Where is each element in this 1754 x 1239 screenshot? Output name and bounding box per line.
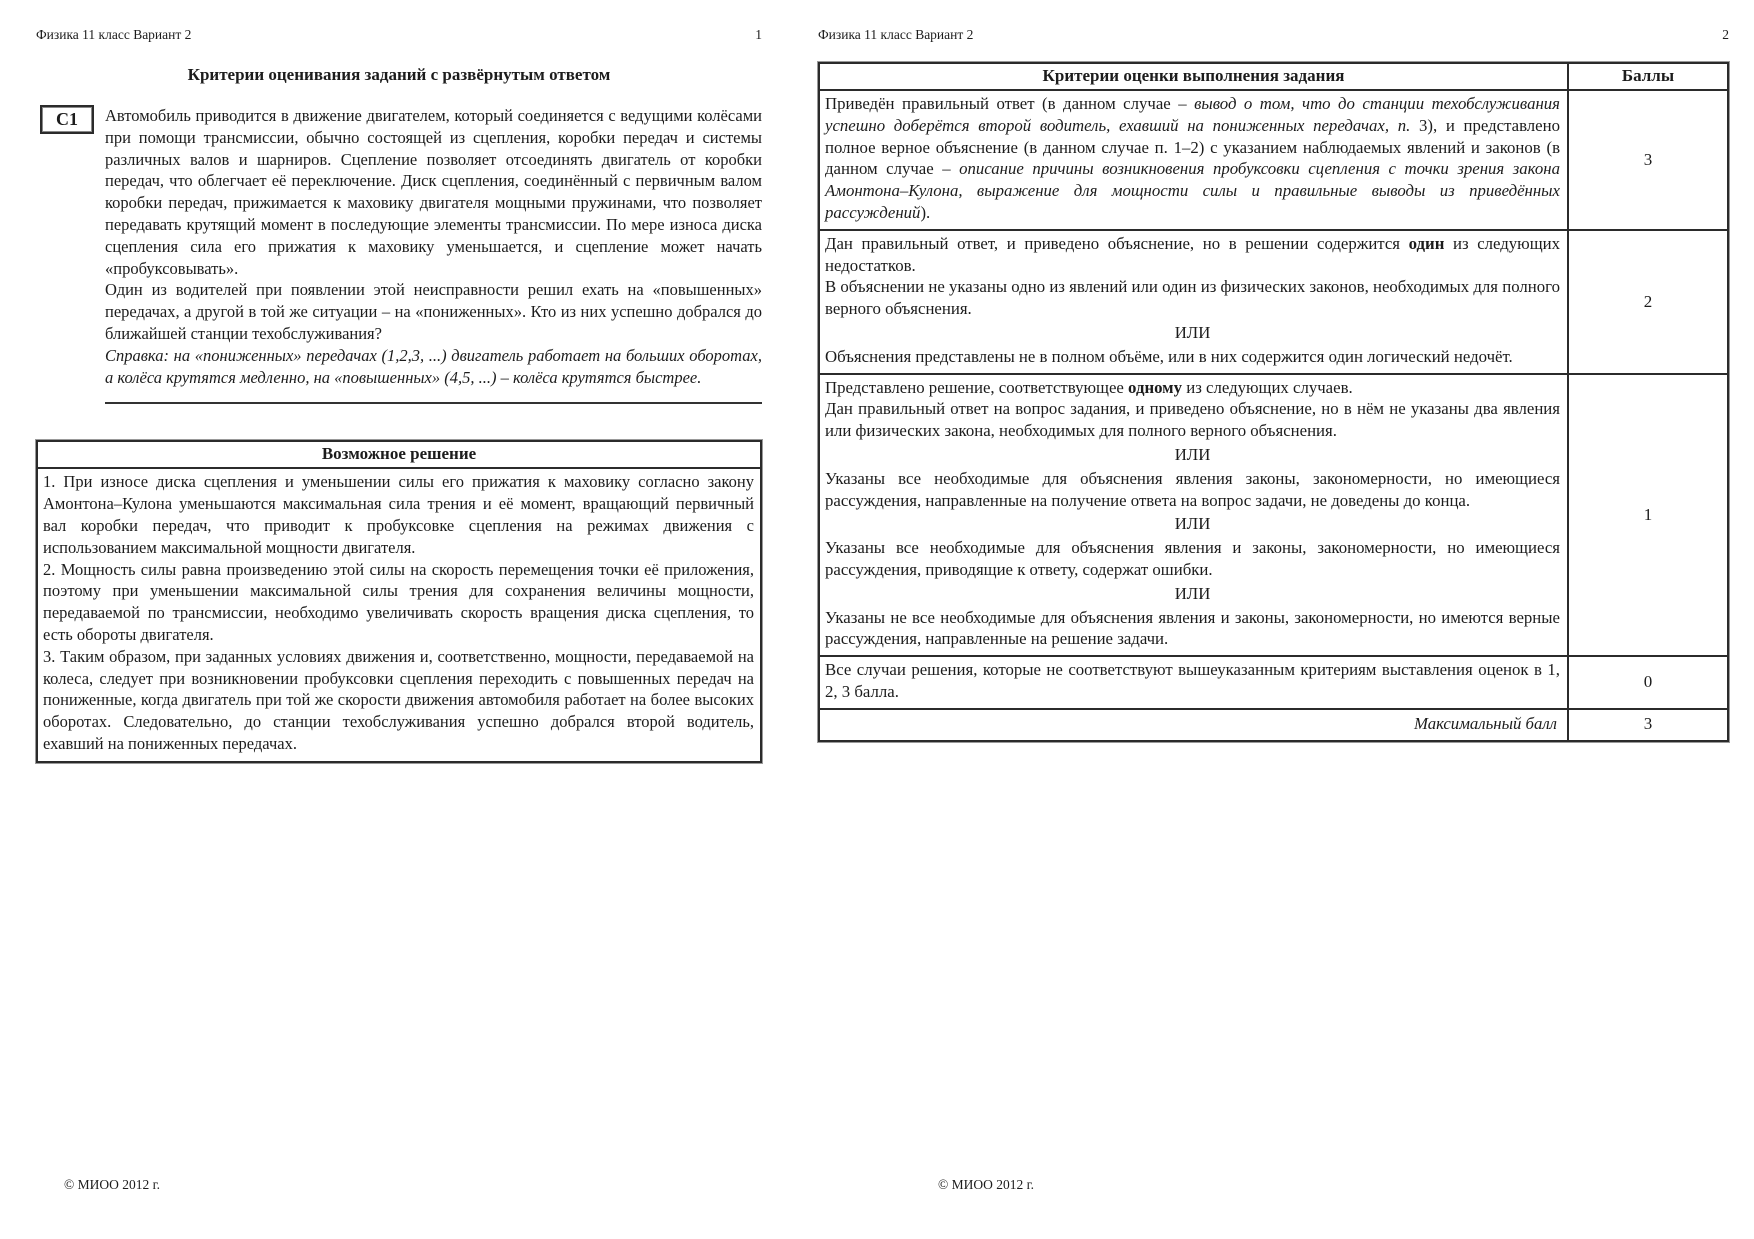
text-run: ИЛИ: [1174, 322, 1211, 342]
text-run: одному: [1128, 377, 1183, 397]
text-run: ИЛИ: [1174, 583, 1211, 603]
paragraph: [825, 537, 1560, 581]
page2-page-number: 2: [1722, 27, 1729, 42]
criteria-cell: [820, 91, 1569, 229]
criteria-row: [820, 375, 1727, 658]
text-run: Один из водителей при появлении этой неисправности решил ехать на «повышенных» передачах, а другой в той же ситуации – на «пониженных». Кто из них успешно добрался до ближайшей станции техобслуживания?: [105, 280, 762, 343]
criteria-row: [820, 657, 1727, 710]
criteria-table-header: [820, 64, 1727, 91]
page-1: [36, 0, 762, 763]
criteria-rows: [820, 91, 1727, 710]
paragraph: [825, 444, 1560, 466]
text-run: Автомобиль приводится в движение двигателем, который соединяется с ведущими колёсами при помощи трансмиссии, обычно состоящей из сцепления, коробки передач и системы различных валов и шарниров. Сцепление позволяет отсоединять двигатель от коробки передач, что облегчает её переключение. Диск сцепления, соединённый с первичным валом коробки передач, прижимается к маховику двигателя мощными пружинами, что позволяет передавать крутящий момент в последующие элементы трансмиссии. По мере износа диска сцепления сила его прижатия к маховику уменьшается, и сцепление может начать «пробуксовывать».: [105, 106, 762, 278]
page1-page-number: 1: [755, 27, 762, 42]
text-run: ).: [920, 202, 931, 222]
total-label: Максимальный балл: [820, 710, 1569, 740]
task-label-box: С1: [40, 105, 94, 134]
criteria-cell: [820, 375, 1569, 656]
text-run: Дан правильный ответ, и приведено объяснение, но в решении содержится: [825, 233, 1409, 253]
criteria-header-label: Критерии оценки выполнения задания: [820, 64, 1569, 89]
total-row: [820, 710, 1727, 740]
text-run: описание причины возникновения пробуксовки сцепления с точки зрения закона Амонтона–Кулона, выражение для мощности силы и правильные выводы из приведённых рассуждений: [825, 159, 1560, 222]
text-run: 2. Мощность силы равна произведению этой силы на скорость перемещения точки её приложения, поэтому при уменьшении максимальной силы трения для сохранения величины мощности, передаваемой по трансмиссии, необходимо увеличивать скорость вращения диска сцепления, то есть обороты двигателя.: [43, 559, 754, 644]
text-run: 1. При износе диска сцепления и уменьшении силы его прижатия к маховику согласно закону Амонтона–Кулона уменьшаются максимальная сила трения и её момент, вращающий первичный вал коробки передач, что приводит к пробуксовке сцепления на режимах движения с использованием максимальной мощности двигателя.: [43, 472, 754, 557]
text-run: из следующих случаев.: [1182, 377, 1353, 397]
score-cell: 1: [1643, 504, 1653, 524]
text-run: Справка: на «пониженных» передачах (1,2,3, ...) двигатель работает на больших оборотах, а колёса крутятся медленно, на «повышенных» (4,5, ...) – колёса крутятся быстрее.: [105, 345, 762, 387]
paragraph: [105, 345, 762, 389]
paragraph: [825, 607, 1560, 651]
paragraph: [825, 583, 1560, 605]
paragraph: [825, 377, 1560, 399]
text-run: Указаны все необходимые для объяснения явления и законы, закономерности, но имеющиеся рассуждения, приводящие к ответу, содержат ошибки.: [825, 538, 1560, 579]
paragraph: [105, 279, 762, 344]
paragraph: [825, 322, 1560, 344]
paragraph: [43, 471, 754, 558]
score-cell: 3: [1643, 149, 1653, 169]
text-run: Объяснения представлены не в полном объёме, или в них содержится один логический недочёт.: [825, 346, 1513, 366]
text-run: Указаны все необходимые для объяснения явления законы, закономерности, но имеющиеся рассуждения, направленные на получение ответа на вопрос задачи, не доведены до конца.: [825, 468, 1560, 510]
score-cell: 0: [1643, 672, 1653, 692]
text-run: Все случаи решения, которые не соответствуют вышеуказанным критериям выставления оценок в 1, 2, 3 балла.: [825, 660, 1560, 701]
text-run: ИЛИ: [1174, 444, 1211, 464]
text-run: Приведён правильный ответ (в данном случае –: [825, 94, 1195, 113]
total-score: 3: [1643, 713, 1653, 733]
page1-header: [36, 0, 762, 42]
text-run: Дан правильный ответ на вопрос задания, и приведено объяснение, но в нём не указаны два явления или физических закона, необходимых для полного верного объяснения.: [825, 399, 1560, 441]
page1-title: Критерии оценивания заданий с развёрнутым ответом: [187, 65, 611, 84]
text-run: вывод о том, что до станции техобслуживания успешно доберётся второй водитель, ехавший на пониженных передачах, п.: [825, 94, 1560, 135]
page2-header: [818, 0, 1729, 42]
solution-title: Возможное решение: [38, 442, 760, 469]
text-run: 3), и представлено полное верное объяснение (в данном случае п. 1–2) с указанием наблюдаемых явлений и законов (в данном случае –: [825, 115, 1560, 179]
criteria-cell: [820, 231, 1569, 373]
score-cell: 2: [1643, 291, 1653, 311]
page2-header-text: Физика 11 класс Вариант 2: [818, 27, 974, 42]
text-run: Указаны не все необходимые для объяснения явления и законы, закономерности, но имеются верные рассуждения, направленные на решение задачи.: [825, 607, 1560, 649]
score-header-label: Баллы: [1621, 66, 1675, 85]
text-run: 3. Таким образом, при заданных условиях движения и, соответственно, мощности, передаваемой на колеса, следует при возникновении пробуксовки сцепления переходить с повышенных передач на пониженные, когда двигатель при той же скорости движения автомобиля работает на более высоких оборотах. Следовательно, до станции техобслуживания успешно добрался второй водитель, ехавший на пониженных передачах.: [43, 646, 754, 753]
solution-body: [38, 469, 760, 760]
paragraph: [825, 276, 1560, 320]
criteria-row: [820, 91, 1727, 231]
solution-box: [36, 440, 762, 762]
task-block: [36, 105, 762, 404]
criteria-row: [820, 231, 1727, 375]
paragraph: [825, 468, 1560, 512]
page2-footer: © МИОО 2012 г.: [938, 1177, 1035, 1192]
text-run: один: [1408, 233, 1445, 253]
text-run: Представлено решение, соответствующее: [825, 377, 1129, 397]
paragraph: [825, 398, 1560, 442]
text-run: ИЛИ: [1174, 514, 1211, 534]
page1-header-text: Физика 11 класс Вариант 2: [36, 27, 192, 42]
paragraph: [43, 646, 754, 755]
paragraph: [43, 559, 754, 646]
paragraph: [105, 105, 762, 279]
page1-footer: © МИОО 2012 г.: [64, 1177, 161, 1192]
paragraph: [825, 659, 1560, 703]
text-run: из следующих недостатков.: [825, 233, 1561, 275]
criteria-table: [818, 62, 1729, 742]
criteria-cell: [820, 657, 1569, 708]
paragraph: [825, 513, 1560, 535]
task-text: [105, 105, 762, 404]
page-2: [818, 0, 1729, 742]
text-run: В объяснении не указаны одно из явлений или один из физических законов, необходимых для полного верного объяснения.: [825, 277, 1560, 319]
paragraph: [825, 233, 1560, 277]
paragraph: [825, 93, 1560, 224]
paragraph: [825, 346, 1560, 368]
